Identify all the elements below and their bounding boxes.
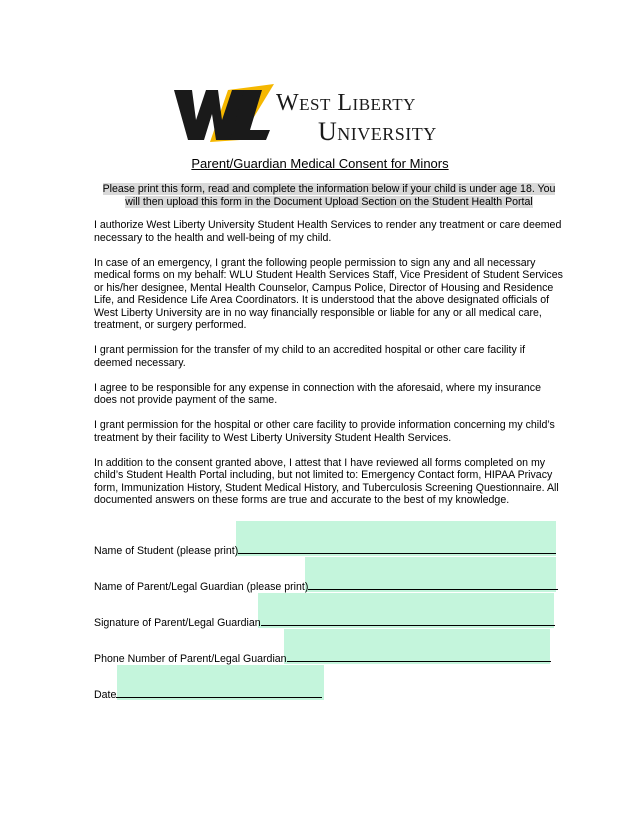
date-row [94,687,322,702]
date-label: Date [94,689,117,701]
student-name-row [94,543,556,558]
paragraph-transfer: I grant permission for the transfer of my child to an accredited hospital or other care facility if deemed necessary. [94,344,526,369]
signature-line [261,615,555,626]
paragraph-attestation: In addition to the consent granted above, I attest that I have reviewed all forms completed on my child’s Student Health Portal including, but not limited to: Emergency Contact form, HIPAA Privacy form, Immunization History, Student Medical History, and Tuberculosis Screening Questionnaire. All documented answers on these forms are true and accurate to the best of my knowledge. [94,456,559,506]
signature-row [94,615,555,630]
wl-monogram-logo [170,80,480,152]
phone-row [94,651,551,666]
form-title: Parent/Guardian Medical Consent for Minors [191,156,449,171]
paragraph-authorization: I authorize West Liberty University Student Health Services to render any treatment or care deemed necessary to the health and well-being of my child. [94,219,562,244]
instructions-text: Please print this form, read and complete the information below if your child is under age 18. You will then upload this form in the Document Upload Section on the Student Health Portal [102,183,556,208]
signature-label: Signature of Parent/Legal Guardian [94,617,261,629]
date-line [116,687,322,698]
instructions-notice [94,183,564,209]
university-logo [170,80,480,152]
phone-line [287,651,551,662]
guardian-name-row [94,579,558,594]
phone-label: Phone Number of Parent/Legal Guardian [94,653,287,665]
paragraph-emergency: In case of an emergency, I grant the following people permission to sign any and all necessary medical forms on my behalf: WLU Student Health Services Staff, Vice President of Student Services or his/her designee, Mental Health Counselor, Campus Police, Director of Housing and Residence Life, and Residence Life Area Coordinators. It is understood that the above designated officials of West Liberty University are in no way financially responsible or liable for any or all medical care, treatment, or surgery performed. [94,256,563,331]
logo-line2: University [318,117,437,146]
consent-body [94,219,566,519]
guardian-name-label: Name of Parent/Legal Guardian (please print) [94,581,309,593]
logo-line1: West Liberty [276,90,416,116]
paragraph-expense: I agree to be responsible for any expense in connection with the aforesaid, where my insurance does not provide payment of the same. [94,381,541,406]
student-name-line [238,543,556,554]
student-name-label: Name of Student (please print) [94,545,239,557]
guardian-name-line [308,579,558,590]
paragraph-information: I grant permission for the hospital or other care facility to provide information concerning my child’s treatment by their facility to West Liberty University Student Health Services. [94,419,555,444]
